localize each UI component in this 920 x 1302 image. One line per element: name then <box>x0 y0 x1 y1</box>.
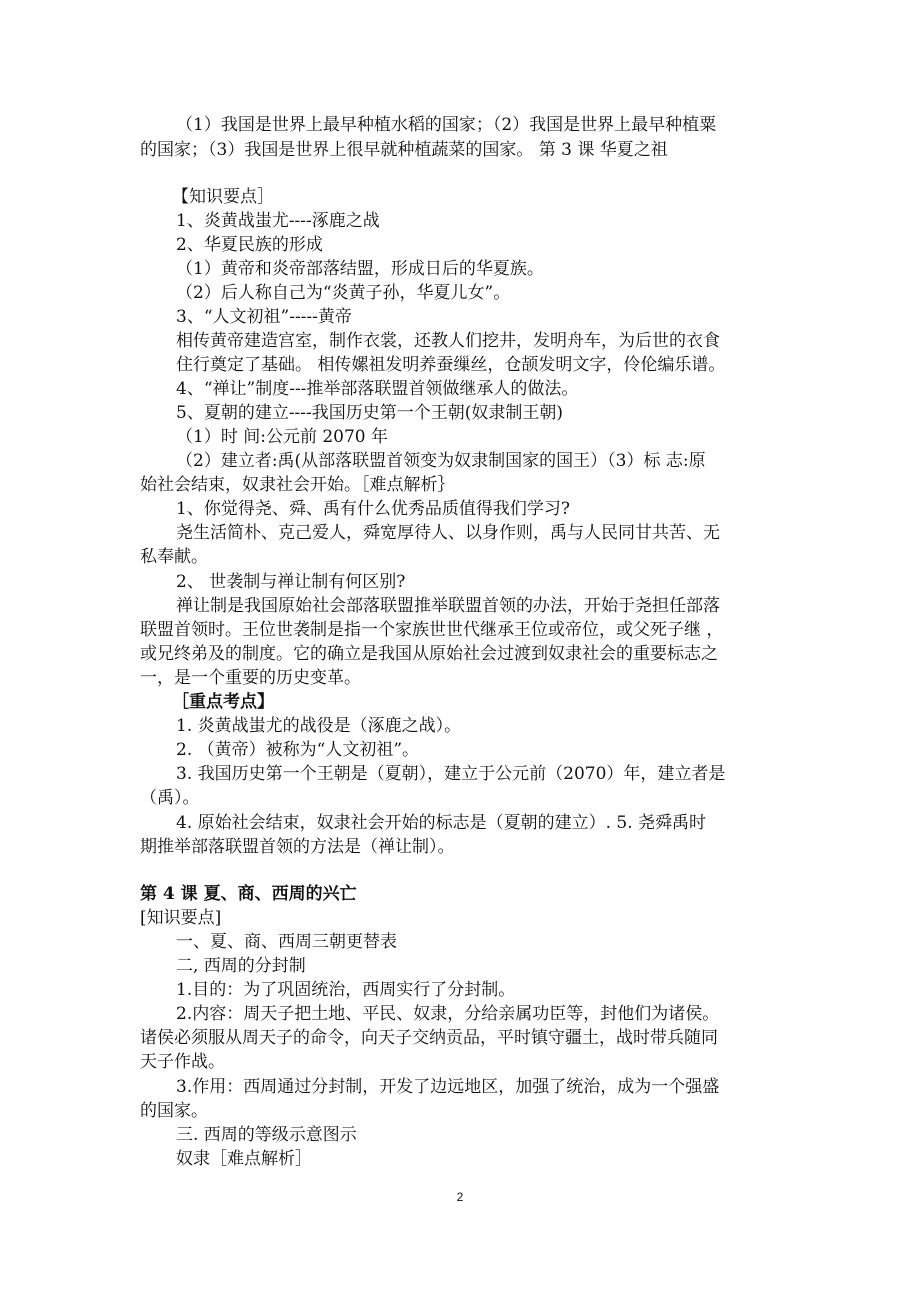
paragraph-line: （1）黄帝和炎帝部落结盟，形成日后的华夏族。 <box>176 259 544 279</box>
section-heading: ［重点考点】 <box>172 692 274 712</box>
paragraph-line: 1.目的：为了巩固统治，西周实行了分封制。 <box>176 980 516 1000</box>
paragraph-line: 3. 我国历史第一个王朝是（夏朝），建立于公元前（2070）年，建立者是 <box>176 764 726 784</box>
paragraph-line: 2.内容：周天子把土地、平民、奴隶，分给亲属功臣等，封他们为诸侯。 <box>176 1004 720 1024</box>
paragraph-line: 3.作用：西周通过分封制，开发了边远地区，加强了统治，成为一个强盛 <box>176 1077 720 1097</box>
page-number: 2 <box>456 1190 464 1204</box>
paragraph-line: 诸侯必须服从周天子的命令，向天子交纳贡品，平时镇守疆土，战时带兵随同 <box>140 1028 718 1048</box>
paragraph-line: 尧生活简朴、克己爱人，舜宽厚待人、以身作则，禹与人民同甘共苦、无 <box>176 523 720 543</box>
paragraph-line: （2）后人称自己为“炎黄子孙，华夏儿女”。 <box>176 283 511 303</box>
paragraph-line: 联盟首领时。王位世袭制是指一个家族世世代继承王位或帝位，或父死子继 ， <box>140 620 724 640</box>
paragraph-line: 1、炎黄战蚩尤----涿鹿之战 <box>176 211 380 231</box>
paragraph-line: 相传黄帝建造宫室，制作衣裳，还教人们挖井，发明舟车，为后世的衣食 <box>176 331 720 351</box>
paragraph-line: 或兄终弟及的制度。它的确立是我国从原始社会过渡到奴隶社会的重要标志之 <box>140 644 718 664</box>
paragraph-line: 始社会结束，奴隶社会开始。［难点解析｝ <box>140 475 455 495</box>
paragraph-line: 三. 西周的等级示意图示 <box>176 1125 357 1145</box>
paragraph-line: 的国家；（3）我国是世界上很早就种植蔬菜的国家。 第 3 课 华夏之祖 <box>140 140 668 160</box>
paragraph-line: 私奉献。 <box>140 547 208 567</box>
paragraph-line: 3、“人文初祖”-----黄帝 <box>176 307 352 327</box>
paragraph-line: 一、夏、商、西周三朝更替表 <box>176 932 397 952</box>
paragraph-line: （1）时 间:公元前 2070 年 <box>176 427 389 447</box>
paragraph-line: 禅让制是我国原始社会部落联盟推举联盟首领的办法，开始于尧担任部落 <box>176 596 720 616</box>
paragraph-line: 天子作战。 <box>140 1052 225 1072</box>
paragraph-line: 二, 西周的分封制 <box>176 956 306 976</box>
paragraph-line: 5、夏朝的建立----我国历史第一个王朝(奴隶制王朝) <box>176 403 564 423</box>
paragraph-line: 2、 世袭制与禅让制有何区别? <box>176 572 406 592</box>
paragraph-line: 期推举部落联盟首领的方法是（禅让制）。 <box>140 837 455 857</box>
paragraph-line: 1. 炎黄战蚩尤的战役是（涿鹿之战）。 <box>176 716 462 736</box>
paragraph-line: 4. 原始社会结束，奴隶社会开始的标志是（夏朝的建立）. 5. 尧舜禹时 <box>176 813 707 833</box>
paragraph-line: 的国家。 <box>140 1101 208 1121</box>
paragraph-line: 1、你觉得尧、舜、禹有什么优秀品质值得我们学习? <box>176 499 570 519</box>
paragraph-line: （2）建立者:禹(从部落联盟首领变为奴隶制国家的国王）（3）标 志:原 <box>176 451 706 471</box>
section-heading: [知识要点] <box>140 908 222 928</box>
section-heading: 【知识要点］ <box>172 187 274 207</box>
lesson-title: 第 4 课 夏、商、西周的兴亡 <box>140 884 357 904</box>
paragraph-line: 一，是一个重要的历史变革。 <box>140 668 361 688</box>
paragraph-line: 2. （黄帝）被称为“人文初祖”。 <box>176 740 420 760</box>
paragraph-line: 4、“禅让”制度---推举部落联盟首领做继承人的做法。 <box>176 379 579 399</box>
paragraph-line: （1）我国是世界上最早种植水稻的国家；（2）我国是世界上最早种植粟 <box>176 115 717 135</box>
paragraph-line: （禹）。 <box>140 788 200 808</box>
paragraph-line: 住行奠定了基础。 相传嫘祖发明养蚕缫丝，仓颉发明文字，伶伦编乐谱。 <box>176 355 726 375</box>
paragraph-line: 2、华夏民族的形成 <box>176 235 323 255</box>
paragraph-line: 奴隶［难点解析］ <box>176 1149 312 1169</box>
